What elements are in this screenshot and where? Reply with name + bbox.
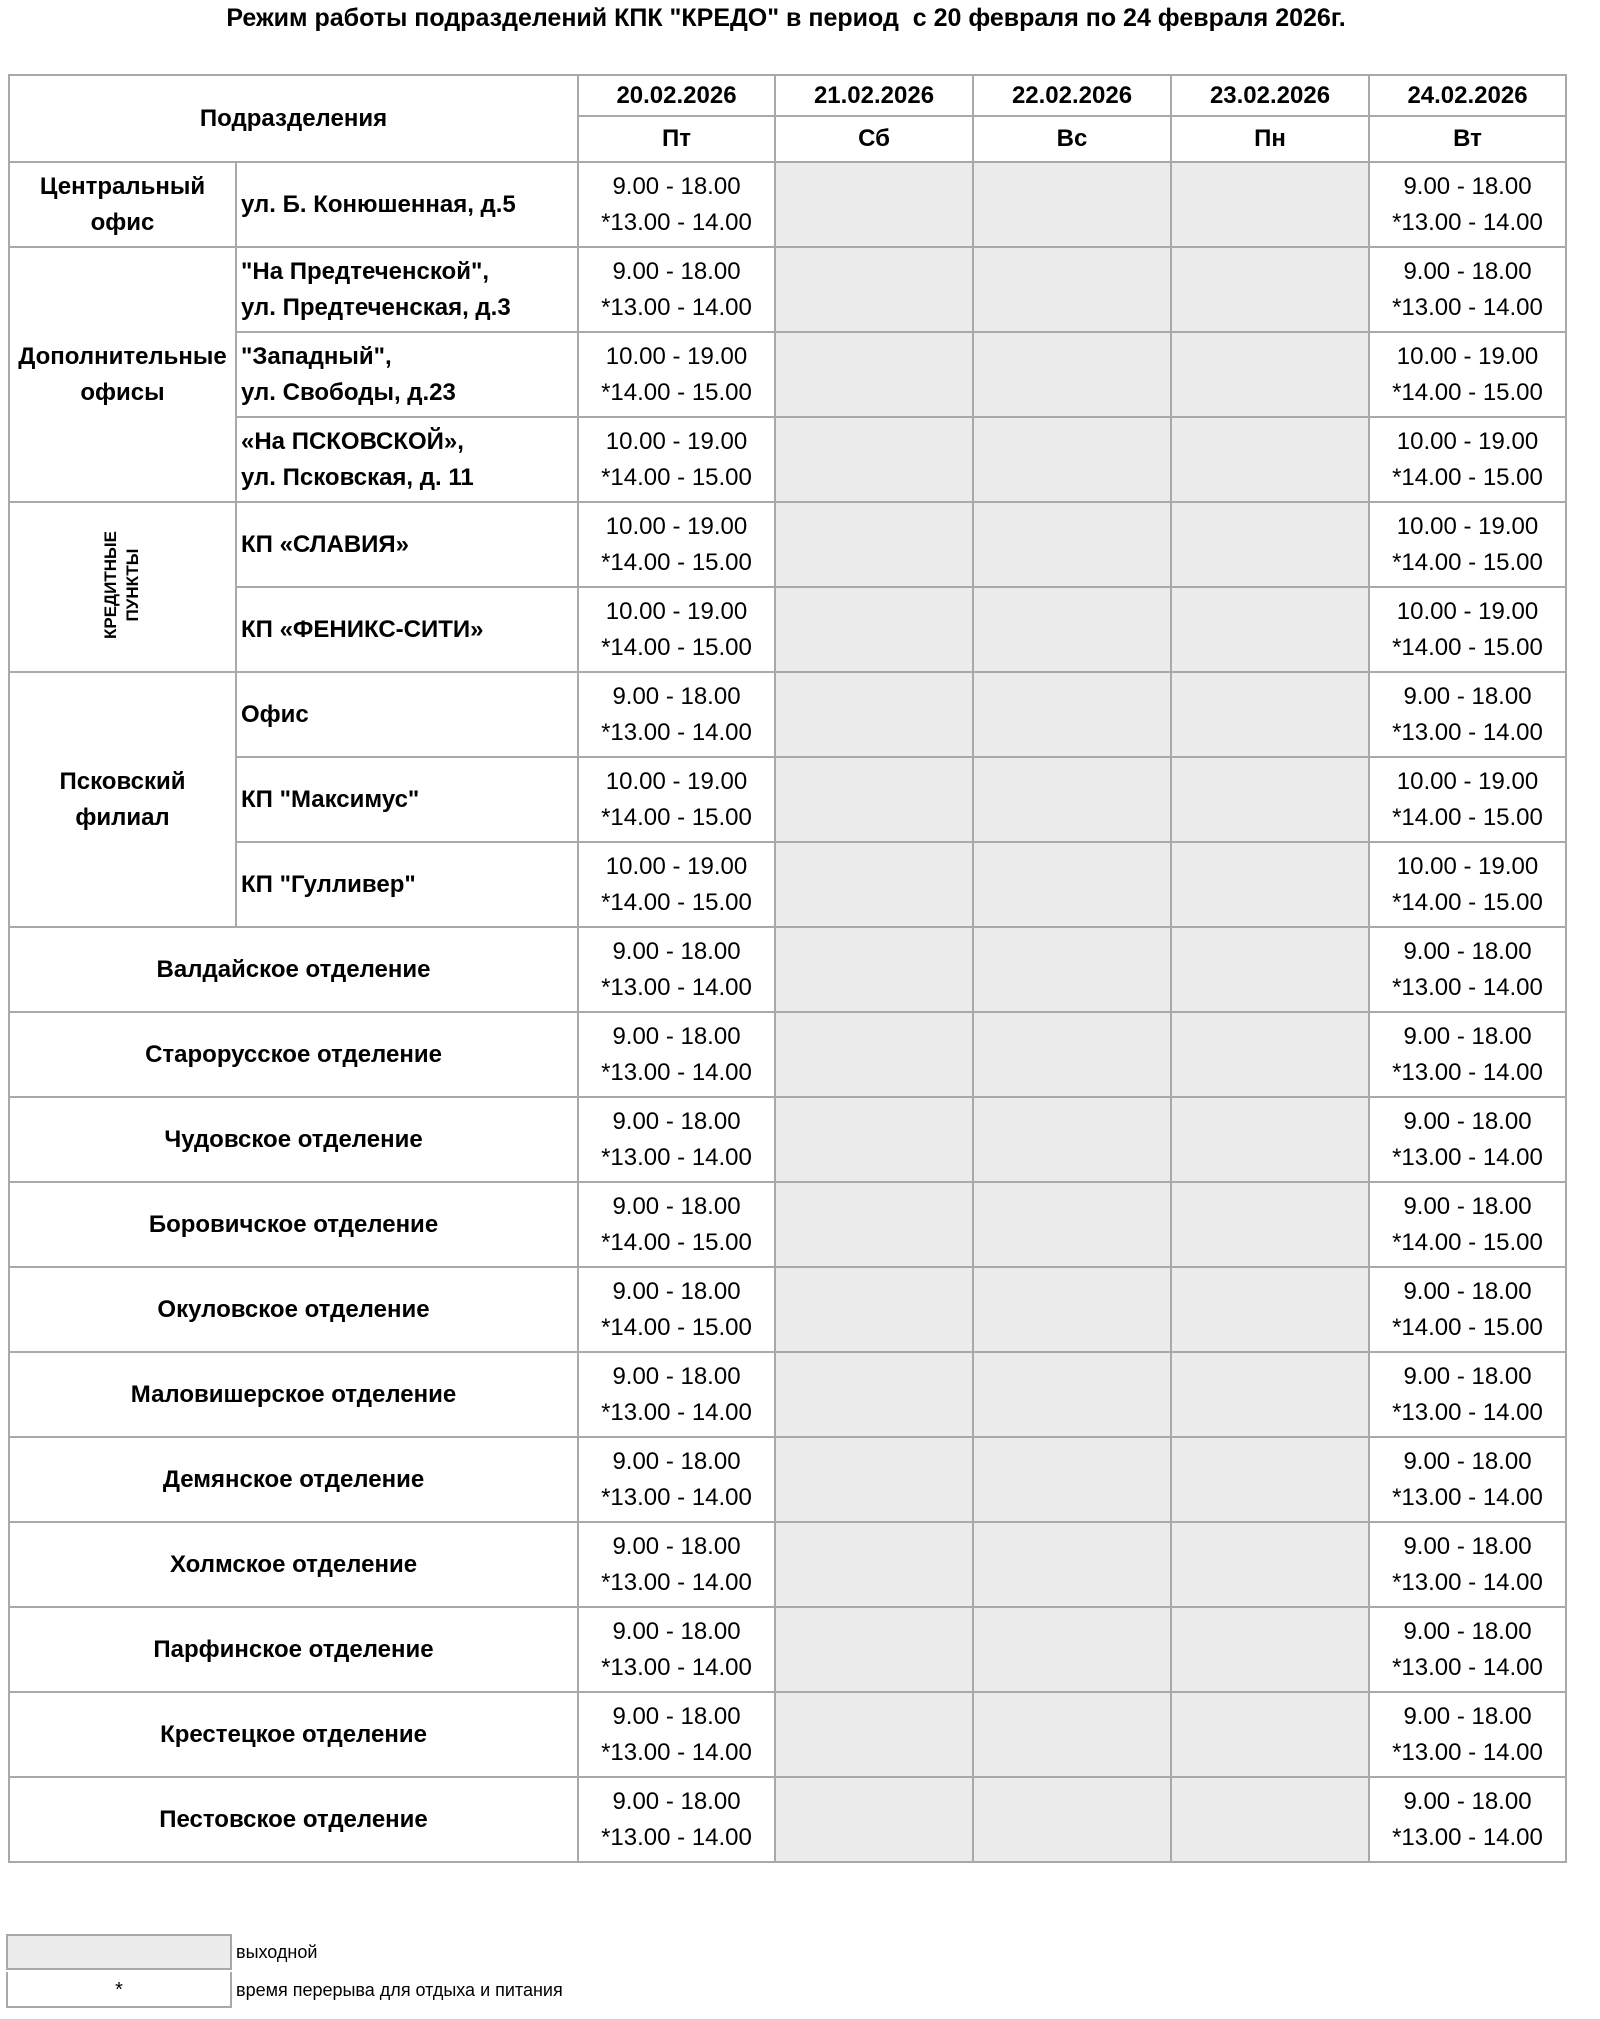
work-hours: 9.00 - 18.00: [1403, 172, 1532, 200]
day-off-cell: [973, 1692, 1171, 1777]
group-label-central: [9, 162, 236, 247]
divisions-header: Подразделения: [9, 75, 578, 162]
legend-label: выходной: [236, 1941, 318, 1962]
group-label-text: Дополнительные офисы: [18, 342, 227, 406]
division-name: [236, 842, 578, 927]
schedule-cell: [578, 587, 775, 672]
break-hours: *14.00 - 15.00: [1392, 1228, 1543, 1256]
schedule-cell: [578, 1437, 775, 1522]
table-row: [9, 247, 1566, 332]
day-off-cell: [1171, 1777, 1369, 1862]
work-hours: 9.00 - 18.00: [612, 1617, 741, 1645]
break-hours: *14.00 - 15.00: [601, 463, 752, 491]
schedule-cell: [578, 1607, 775, 1692]
weekday-header: Вт: [1369, 116, 1566, 162]
schedule-cell: [1369, 162, 1566, 247]
break-hours: *13.00 - 14.00: [601, 1823, 752, 1851]
day-off-cell: [973, 247, 1171, 332]
work-hours: 9.00 - 18.00: [1403, 1277, 1532, 1305]
work-hours: 10.00 - 19.00: [1396, 342, 1539, 370]
day-off-cell: [1171, 1267, 1369, 1352]
day-off-cell: [775, 1352, 973, 1437]
day-off-cell: [775, 927, 973, 1012]
break-hours: *14.00 - 15.00: [601, 548, 752, 576]
legend-item-break: [6, 1971, 563, 2009]
division-address: ул. Свободы, д.23: [241, 378, 456, 406]
work-hours: 9.00 - 18.00: [612, 1532, 741, 1560]
day-off-cell: [775, 417, 973, 502]
day-off-cell: [1171, 162, 1369, 247]
legend-item-day-off: [6, 1933, 563, 1971]
break-hours: *13.00 - 14.00: [1392, 973, 1543, 1001]
work-hours: 10.00 - 19.00: [605, 427, 748, 455]
schedule-cell: [578, 502, 775, 587]
break-hours: *13.00 - 14.00: [1392, 1568, 1543, 1596]
schedule-cell: [578, 417, 775, 502]
break-hours: *13.00 - 14.00: [1392, 1143, 1543, 1171]
day-off-cell: [973, 842, 1171, 927]
break-hours: *14.00 - 15.00: [1392, 548, 1543, 576]
work-hours: 9.00 - 18.00: [612, 937, 741, 965]
work-hours: 10.00 - 19.00: [1396, 767, 1539, 795]
work-hours: 9.00 - 18.00: [612, 1447, 741, 1475]
work-hours: 9.00 - 18.00: [612, 1702, 741, 1730]
day-off-cell: [775, 587, 973, 672]
division-name-line1: "Западный",: [241, 342, 392, 370]
break-hours: *13.00 - 14.00: [601, 1483, 752, 1511]
table-row: [9, 587, 1566, 672]
table-row: [9, 332, 1566, 417]
day-off-cell: [775, 1607, 973, 1692]
day-off-cell: [1171, 1352, 1369, 1437]
day-off-cell: [775, 332, 973, 417]
schedule-cell: [578, 672, 775, 757]
header-date-row: [9, 75, 1566, 116]
group-label-text: Псковский филиал: [59, 767, 186, 831]
table-row: [9, 162, 1566, 247]
day-off-cell: [1171, 1692, 1369, 1777]
day-off-cell: [973, 1182, 1171, 1267]
department-name: Парфинское отделение: [9, 1607, 578, 1692]
schedule-cell: [578, 1777, 775, 1862]
work-hours: 10.00 - 19.00: [1396, 427, 1539, 455]
break-hours: *13.00 - 14.00: [1392, 1483, 1543, 1511]
day-off-cell: [973, 672, 1171, 757]
group-label-credit_points: [9, 502, 236, 672]
work-hours: 9.00 - 18.00: [612, 1022, 741, 1050]
break-hours: *14.00 - 15.00: [1392, 803, 1543, 831]
schedule-cell: [578, 1692, 775, 1777]
work-hours: 10.00 - 19.00: [605, 512, 748, 540]
date-header: 21.02.2026: [775, 75, 973, 116]
table-row: [9, 1182, 1566, 1267]
break-hours: *13.00 - 14.00: [1392, 1058, 1543, 1086]
schedule-cell: [1369, 417, 1566, 502]
group-label-line: ПУНКТЫ: [123, 548, 143, 621]
day-off-cell: [973, 587, 1171, 672]
day-off-cell: [775, 1267, 973, 1352]
division-name-line1: Офис: [241, 700, 309, 728]
day-off-cell: [775, 1012, 973, 1097]
department-name: Старорусское отделение: [9, 1012, 578, 1097]
break-hours: *14.00 - 15.00: [1392, 888, 1543, 916]
break-hours: *14.00 - 15.00: [601, 1313, 752, 1341]
break-hours: *14.00 - 15.00: [601, 1228, 752, 1256]
division-address: ул. Псковская, д. 11: [241, 463, 474, 491]
weekday-header: Пн: [1171, 116, 1369, 162]
table-row: [9, 672, 1566, 757]
schedule-cell: [578, 927, 775, 1012]
division-name: [236, 672, 578, 757]
table-row: [9, 1012, 1566, 1097]
group-label-pskov: [9, 672, 236, 927]
schedule-cell: [1369, 1692, 1566, 1777]
work-hours: 9.00 - 18.00: [1403, 1362, 1532, 1390]
work-hours: 10.00 - 19.00: [1396, 597, 1539, 625]
break-hours: *14.00 - 15.00: [1392, 378, 1543, 406]
department-name: Маловишерское отделение: [9, 1352, 578, 1437]
schedule-cell: [578, 842, 775, 927]
break-hours: *13.00 - 14.00: [1392, 1653, 1543, 1681]
break-hours: *13.00 - 14.00: [1392, 208, 1543, 236]
work-hours: 10.00 - 19.00: [605, 597, 748, 625]
work-hours: 9.00 - 18.00: [1403, 1107, 1532, 1135]
schedule-cell: [578, 162, 775, 247]
day-off-cell: [973, 332, 1171, 417]
division-name-line1: КП «ФЕНИКС-СИТИ»: [241, 615, 484, 643]
schedule-cell: [1369, 502, 1566, 587]
table-row: [9, 502, 1566, 587]
division-name: [236, 332, 578, 417]
division-name: [236, 757, 578, 842]
day-off-cell: [775, 1097, 973, 1182]
work-hours: 10.00 - 19.00: [1396, 512, 1539, 540]
day-off-swatch: [6, 1934, 232, 1970]
department-name: Валдайское отделение: [9, 927, 578, 1012]
division-name-line1: КП "Максимус": [241, 785, 420, 813]
work-hours: 9.00 - 18.00: [1403, 1617, 1532, 1645]
break-hours: *13.00 - 14.00: [601, 1143, 752, 1171]
department-name: Пестовское отделение: [9, 1777, 578, 1862]
schedule-cell: [578, 1182, 775, 1267]
break-hours: *14.00 - 15.00: [601, 633, 752, 661]
table-row: [9, 417, 1566, 502]
day-off-cell: [1171, 1097, 1369, 1182]
date-header: 24.02.2026: [1369, 75, 1566, 116]
break-hours: *13.00 - 14.00: [1392, 1738, 1543, 1766]
schedule-cell: [1369, 1012, 1566, 1097]
group-label-additional: [9, 247, 236, 502]
schedule-cell: [578, 1352, 775, 1437]
legend: [6, 1933, 563, 2009]
work-hours: 9.00 - 18.00: [612, 1787, 741, 1815]
schedule-cell: [1369, 1182, 1566, 1267]
schedule-cell: [1369, 842, 1566, 927]
day-off-cell: [775, 672, 973, 757]
table-row: [9, 927, 1566, 1012]
schedule-cell: [578, 1012, 775, 1097]
department-name: Окуловское отделение: [9, 1267, 578, 1352]
group-label-line: КРЕДИТНЫЕ: [101, 530, 121, 639]
date-header: 22.02.2026: [973, 75, 1171, 116]
day-off-cell: [1171, 247, 1369, 332]
department-name: Демянское отделение: [9, 1437, 578, 1522]
day-off-cell: [973, 1777, 1171, 1862]
schedule-cell: [1369, 672, 1566, 757]
date-header: 20.02.2026: [578, 75, 775, 116]
division-name-line1: ул. Б. Конюшенная, д.5: [241, 190, 516, 218]
break-hours: *13.00 - 14.00: [1392, 1823, 1543, 1851]
day-off-cell: [973, 502, 1171, 587]
work-hours: 9.00 - 18.00: [1403, 1192, 1532, 1220]
day-off-cell: [775, 757, 973, 842]
schedule-cell: [578, 757, 775, 842]
work-hours: 9.00 - 18.00: [612, 682, 741, 710]
work-hours: 10.00 - 19.00: [1396, 852, 1539, 880]
break-hours: *13.00 - 14.00: [601, 1058, 752, 1086]
day-off-cell: [1171, 1437, 1369, 1522]
table-row: [9, 1607, 1566, 1692]
schedule-cell: [578, 1097, 775, 1182]
work-hours: 9.00 - 18.00: [1403, 1787, 1532, 1815]
day-off-cell: [1171, 332, 1369, 417]
division-name-line1: КП «СЛАВИЯ»: [241, 530, 409, 558]
division-name: [236, 502, 578, 587]
asterisk-swatch: *: [6, 1972, 232, 2008]
weekday-header: Сб: [775, 116, 973, 162]
schedule-cell: [1369, 1777, 1566, 1862]
work-hours: 9.00 - 18.00: [1403, 1447, 1532, 1475]
work-hours: 9.00 - 18.00: [1403, 1702, 1532, 1730]
page-title: Режим работы подразделений КПК "КРЕДО" в период с 20 февраля по 24 февраля 2026г.: [226, 4, 1346, 32]
break-hours: *13.00 - 14.00: [601, 718, 752, 746]
department-name: Боровичское отделение: [9, 1182, 578, 1267]
table-row: [9, 1437, 1566, 1522]
division-name-line1: КП "Гулливер": [241, 870, 416, 898]
day-off-cell: [1171, 502, 1369, 587]
day-off-cell: [973, 757, 1171, 842]
break-hours: *14.00 - 15.00: [1392, 1313, 1543, 1341]
work-hours: 9.00 - 18.00: [612, 1277, 741, 1305]
weekday-header: Пт: [578, 116, 775, 162]
division-name: [236, 247, 578, 332]
day-off-cell: [973, 1437, 1171, 1522]
work-hours: 9.00 - 18.00: [1403, 937, 1532, 965]
day-off-cell: [1171, 672, 1369, 757]
break-hours: *13.00 - 14.00: [601, 1653, 752, 1681]
schedule-cell: [578, 247, 775, 332]
day-off-cell: [1171, 1522, 1369, 1607]
division-name: [236, 587, 578, 672]
schedule-cell: [1369, 927, 1566, 1012]
break-hours: *13.00 - 14.00: [601, 973, 752, 1001]
day-off-cell: [973, 1012, 1171, 1097]
break-hours: *13.00 - 14.00: [1392, 1398, 1543, 1426]
day-off-cell: [775, 247, 973, 332]
break-hours: *13.00 - 14.00: [1392, 293, 1543, 321]
day-off-cell: [973, 1522, 1171, 1607]
break-hours: *13.00 - 14.00: [1392, 718, 1543, 746]
division-name-line1: «На ПСКОВСКОЙ»,: [241, 427, 464, 455]
day-off-cell: [1171, 1012, 1369, 1097]
table-row: [9, 1692, 1566, 1777]
break-hours: *13.00 - 14.00: [601, 1568, 752, 1596]
day-off-cell: [973, 1607, 1171, 1692]
schedule-cell: [1369, 1267, 1566, 1352]
division-address: ул. Предтеченская, д.3: [241, 293, 511, 321]
work-hours: 10.00 - 19.00: [605, 342, 748, 370]
break-hours: *13.00 - 14.00: [601, 1398, 752, 1426]
division-name-line1: "На Предтеченской",: [241, 257, 490, 285]
break-hours: *14.00 - 15.00: [1392, 633, 1543, 661]
day-off-cell: [973, 162, 1171, 247]
schedule-cell: [1369, 1097, 1566, 1182]
work-hours: 9.00 - 18.00: [612, 257, 741, 285]
day-off-cell: [973, 417, 1171, 502]
day-off-cell: [775, 1437, 973, 1522]
schedule-cell: [578, 1522, 775, 1607]
break-hours: *14.00 - 15.00: [601, 888, 752, 916]
day-off-cell: [775, 502, 973, 587]
work-hours: 9.00 - 18.00: [1403, 1022, 1532, 1050]
schedule-cell: [1369, 332, 1566, 417]
day-off-cell: [1171, 927, 1369, 1012]
day-off-cell: [973, 1352, 1171, 1437]
schedule-cell: [1369, 1607, 1566, 1692]
work-hours: 10.00 - 19.00: [605, 852, 748, 880]
schedule-cell: [1369, 1522, 1566, 1607]
schedule-cell: [1369, 757, 1566, 842]
day-off-cell: [775, 162, 973, 247]
work-hours: 9.00 - 18.00: [612, 1107, 741, 1135]
work-hours: 9.00 - 18.00: [612, 172, 741, 200]
work-hours: 10.00 - 19.00: [605, 767, 748, 795]
day-off-cell: [973, 927, 1171, 1012]
department-name: Крестецкое отделение: [9, 1692, 578, 1777]
schedule-table: [8, 74, 1567, 1863]
day-off-cell: [973, 1267, 1171, 1352]
day-off-cell: [775, 1182, 973, 1267]
weekday-header: Вс: [973, 116, 1171, 162]
break-hours: *14.00 - 15.00: [601, 378, 752, 406]
day-off-cell: [775, 1777, 973, 1862]
schedule-cell: [1369, 1437, 1566, 1522]
group-label-vertical: [101, 530, 145, 638]
schedule-cell: [1369, 247, 1566, 332]
schedule-cell: [578, 332, 775, 417]
table-row: [9, 757, 1566, 842]
break-hours: *13.00 - 14.00: [601, 293, 752, 321]
day-off-cell: [973, 1097, 1171, 1182]
day-off-cell: [1171, 757, 1369, 842]
department-name: Чудовское отделение: [9, 1097, 578, 1182]
schedule-cell: [1369, 1352, 1566, 1437]
table-row: [9, 1097, 1566, 1182]
work-hours: 9.00 - 18.00: [1403, 682, 1532, 710]
table-row: [9, 1522, 1566, 1607]
division-name: [236, 417, 578, 502]
day-off-cell: [775, 1522, 973, 1607]
table-row: [9, 1352, 1566, 1437]
division-name: [236, 162, 578, 247]
table-row: [9, 842, 1566, 927]
day-off-cell: [775, 842, 973, 927]
work-hours: 9.00 - 18.00: [1403, 1532, 1532, 1560]
legend-label: время перерыва для отдыха и питания: [236, 1979, 563, 2000]
table-row: [9, 1267, 1566, 1352]
schedule-cell: [578, 1267, 775, 1352]
day-off-cell: [1171, 1607, 1369, 1692]
date-header: 23.02.2026: [1171, 75, 1369, 116]
group-label-text: Центральный офис: [39, 172, 206, 236]
day-off-cell: [1171, 1182, 1369, 1267]
day-off-cell: [1171, 417, 1369, 502]
schedule-cell: [1369, 587, 1566, 672]
department-name: Холмское отделение: [9, 1522, 578, 1607]
work-hours: 9.00 - 18.00: [1403, 257, 1532, 285]
break-hours: *13.00 - 14.00: [601, 208, 752, 236]
table-row: [9, 1777, 1566, 1862]
day-off-cell: [1171, 842, 1369, 927]
day-off-cell: [775, 1692, 973, 1777]
work-hours: 9.00 - 18.00: [612, 1192, 741, 1220]
break-hours: *14.00 - 15.00: [1392, 463, 1543, 491]
work-hours: 9.00 - 18.00: [612, 1362, 741, 1390]
break-hours: *14.00 - 15.00: [601, 803, 752, 831]
break-hours: *13.00 - 14.00: [601, 1738, 752, 1766]
day-off-cell: [1171, 587, 1369, 672]
